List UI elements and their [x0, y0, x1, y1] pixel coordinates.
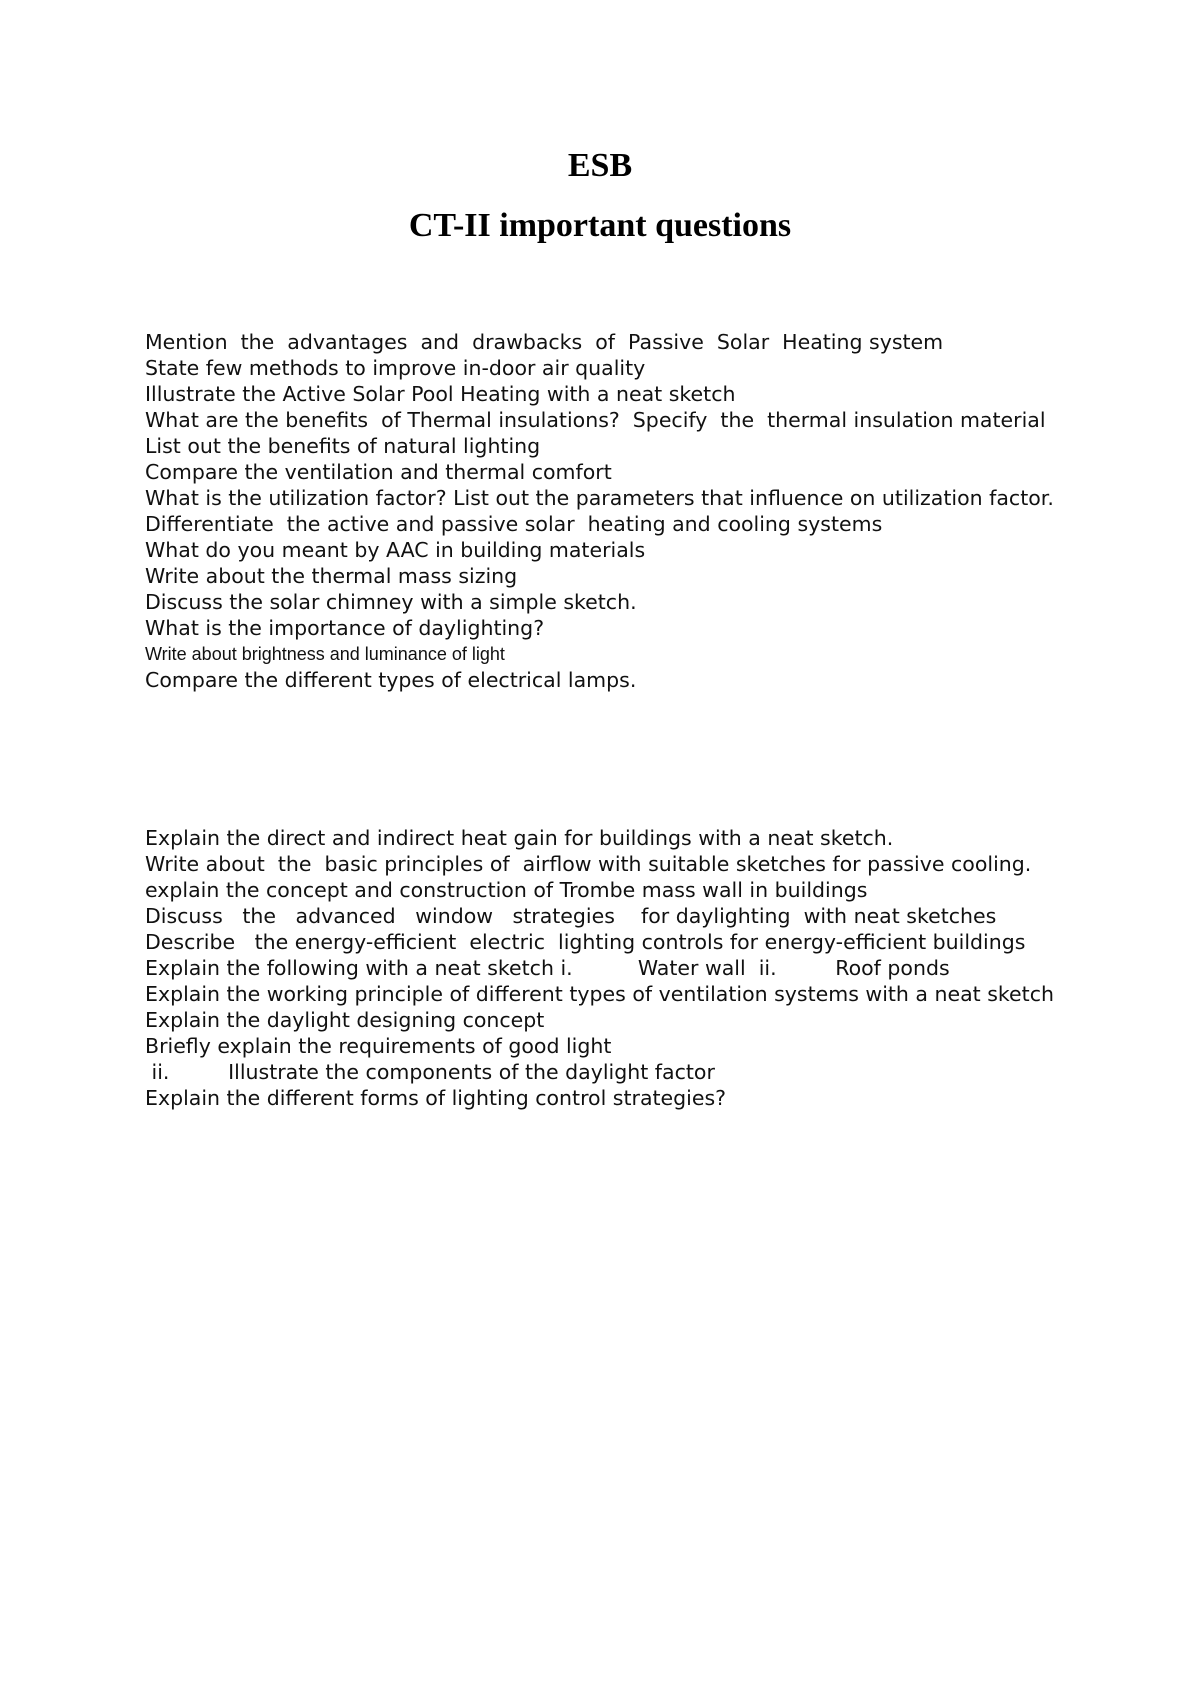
question-item: Explain the direct and indirect heat gain for buildings with a neat sketch.	[145, 826, 894, 850]
question-item: Write about brightness and luminance of light	[145, 644, 505, 664]
question-item: explain the concept and construction of Trombe mass wall in buildings	[145, 878, 868, 902]
question-item: Briefly explain the requirements of good light	[145, 1034, 612, 1058]
question-item: Explain the different forms of lighting control strategies?	[145, 1086, 727, 1110]
document-title: ESB	[567, 147, 633, 184]
question-item: Illustrate the Active Solar Pool Heating with a neat sketch	[145, 382, 736, 406]
question-item: Mention the advantages and drawbacks of Passive Solar Heating system	[145, 330, 944, 354]
question-item: What is the importance of daylighting?	[145, 616, 545, 640]
question-item: Describe the energy-efficient electric lighting controls for energy-efficient buildings	[145, 930, 1026, 954]
question-item: Differentiate the active and passive solar heating and cooling systems	[145, 512, 883, 536]
document-subtitle: CT-II important questions	[408, 207, 792, 244]
question-item: Explain the working principle of different types of ventilation systems with a neat sketch	[145, 982, 1054, 1006]
question-item: Discuss the advanced window strategies for daylighting with neat sketches	[145, 904, 997, 928]
question-item: Write about the basic principles of airflow with suitable sketches for passive cooling.	[145, 852, 1032, 876]
question-item: Compare the ventilation and thermal comfort	[145, 460, 612, 484]
question-item: Explain the following with a neat sketch i. Water wall ii. Roof ponds	[145, 956, 950, 980]
question-item: Compare the different types of electrical lamps.	[145, 668, 637, 692]
question-item: List out the benefits of natural lighting	[145, 434, 541, 458]
question-item: ii. Illustrate the components of the daylight factor	[145, 1060, 715, 1084]
question-item: What is the utilization factor? List out the parameters that influence on utilization factor.	[145, 486, 1054, 510]
question-item: State few methods to improve in-door air quality	[145, 356, 646, 380]
question-list-1	[145, 329, 1065, 693]
question-item: What do you meant by AAC in building materials	[145, 538, 646, 562]
question-list-2	[145, 825, 1065, 1111]
question-item: Write about the thermal mass sizing	[145, 564, 518, 588]
question-item: What are the benefits of Thermal insulations? Specify the thermal insulation material	[145, 408, 1046, 432]
question-item: Discuss the solar chimney with a simple sketch.	[145, 590, 637, 614]
question-item: Explain the daylight designing concept	[145, 1008, 545, 1032]
